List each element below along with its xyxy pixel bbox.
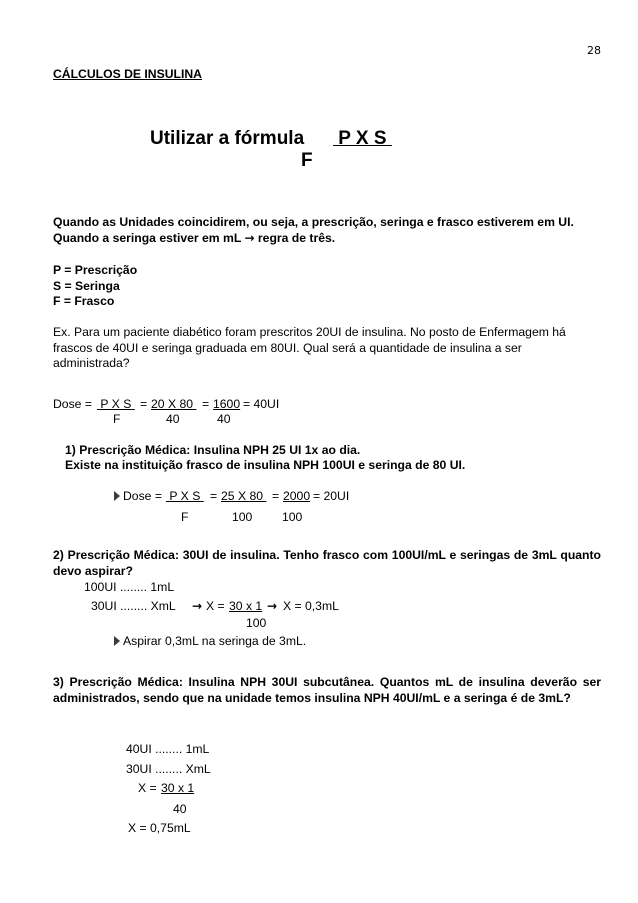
legend-item: P = Prescrição [53, 263, 138, 277]
problem-3-question: 3) Prescrição Médica: Insulina NPH 30UI subcutânea. Quantos mL de insulina deverão ser administrados, sendo que na unidade temos insulina NPH 40UI/mL e a seringa é de 3mL? [53, 675, 601, 705]
fraction-numerator: 30 x 1 [229, 599, 263, 613]
fraction-denominator: F [113, 412, 121, 426]
x-equals: X = [138, 781, 157, 795]
arrow-right-icon: → [192, 599, 203, 613]
equals-sign: = [140, 397, 148, 411]
fraction-numerator: P X S [169, 489, 201, 503]
problem-2-answer: Aspirar 0,3mL na seringa de 3mL. [123, 634, 307, 648]
fraction-numerator: 20 X 80 [151, 397, 194, 411]
problem-2-question: 2) Prescrição Médica: 30UI de insulina. Tenho frasco com 100UI/mL e seringas de 3mL quanto devo aspirar? [53, 548, 601, 578]
example-paragraph: Ex. Para um paciente diabético foram prescritos 20UI de insulina. No posto de Enfermagem há frascos de 40UI e seringa graduada em 80UI. Qual será a quantidade de insulina a ser administrada? [53, 325, 566, 370]
fraction-numerator: 30 x 1 [161, 781, 195, 795]
fraction-denominator: 40 [173, 802, 187, 816]
bullet-icon [114, 489, 120, 504]
legend-item: S = Seringa [53, 279, 120, 293]
problem-1-prescription: 1) Prescrição Médica: Insulina NPH 25 UI 1x ao dia. [65, 443, 361, 457]
dose-label: Dose = [123, 489, 162, 503]
rule-of-three-row: 100UI ........ 1mL [84, 580, 175, 594]
equals-sign: = [210, 489, 218, 503]
rule-of-three-row: 40UI ........ 1mL [126, 742, 210, 756]
page-number: 28 [587, 44, 601, 57]
fraction-denominator: 100 [246, 616, 267, 630]
equals-sign: = [272, 489, 280, 503]
dose-result: = 40UI [243, 397, 280, 411]
rule-of-three-row: 30UI ........ XmL [126, 762, 211, 776]
section-heading: CÁLCULOS DE INSULINA [53, 67, 202, 81]
dose-result: = 20UI [313, 489, 350, 503]
dose-label: Dose = [53, 397, 92, 411]
bullet-icon [114, 634, 120, 649]
fraction-denominator: 40 [166, 412, 180, 426]
fraction-numerator: 25 X 80 [221, 489, 264, 503]
fraction-denominator: F [181, 510, 189, 524]
fraction-numerator: 1600 [213, 397, 241, 411]
fraction-denominator: 40 [217, 412, 231, 426]
formula-numerator: P X S [338, 128, 387, 149]
arrow-right-icon: → [244, 230, 255, 245]
fraction-denominator: 100 [232, 510, 253, 524]
legend-item: F = Frasco [53, 294, 115, 308]
formula-denominator: F [301, 150, 313, 171]
x-equals: X = [206, 599, 225, 613]
equals-sign: = [202, 397, 210, 411]
problem-3-result: X = 0,75mL [128, 821, 191, 835]
fraction-numerator: 2000 [283, 489, 311, 503]
arrow-right-icon: → [267, 599, 278, 613]
fraction-denominator: 100 [282, 510, 303, 524]
rule-of-three-row: 30UI ........ XmL [91, 599, 176, 613]
fraction-numerator: P X S [100, 397, 132, 411]
problem-2-result: X = 0,3mL [283, 599, 339, 613]
problem-1-context: Existe na instituição frasco de insulina NPH 100UI e seringa de 80 UI. [65, 458, 466, 472]
rule-paragraph: Quando as Unidades coincidirem, ou seja, a prescrição, seringa e frasco estiverem em UI. Quando a seringa estiver em mL → regra de três. [53, 215, 574, 245]
formula-intro: Utilizar a fórmula [150, 128, 305, 149]
